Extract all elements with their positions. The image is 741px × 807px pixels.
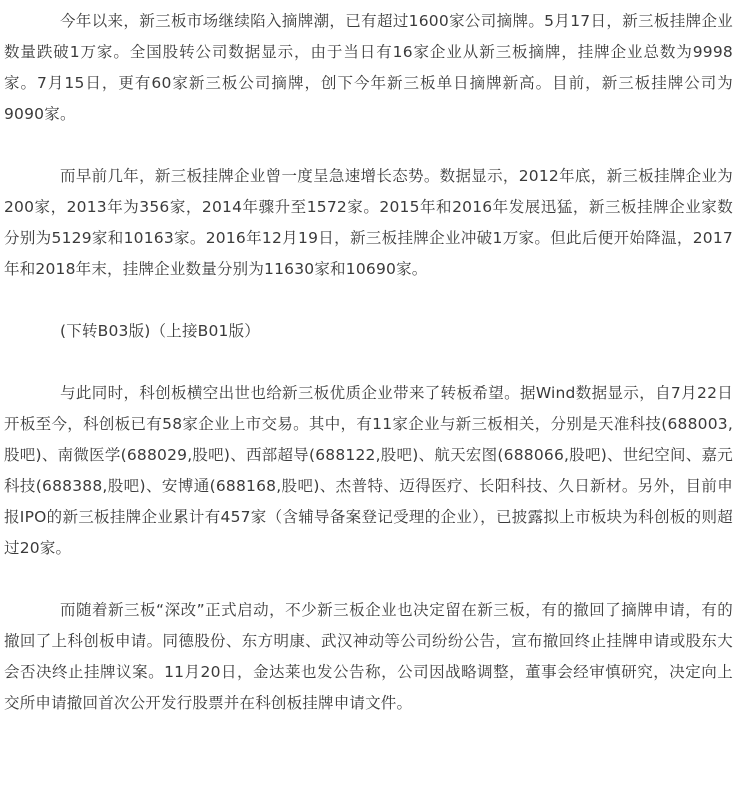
paragraph-star-market: 与此同时，科创板横空出世也给新三板优质企业带来了转板希望。据Wind数据显示，自7月22日开板至今，科创板已有58家企业上市交易。其中，有11家企业与新三板相关，分别是天准科技(688003,股吧)、南微医学(688029,股吧)、西部超导(688122,股吧)、航天宏图(688066,股吧)、世纪空间、嘉元科技(688388,股吧)、安博通(688168,股吧)、杰普特、迈得医疗、长阳科技、久日新材。另外，目前申报IPO的新三板挂牌企业累计有457家（含辅导备案登记受理的企业），已披露拟上市板块为科创板的则超过20家。 [4, 384, 733, 557]
article-body [4, 6, 733, 719]
paragraph-spacer [4, 347, 733, 378]
paragraph-growth-history: 而早前几年，新三板挂牌企业曾一度呈急速增长态势。数据显示，2012年底，新三板挂牌企业为200家，2013年为356家，2014年骤升至1572家。2015年和2016年发展迅猛，新三板挂牌企业家数分别为5129家和10163家。2016年12月19日，新三板挂牌企业冲破1万家。但此后便开始降温，2017年和2018年末，挂牌企业数量分别为11630家和10690家。 [4, 167, 733, 278]
paragraph-spacer [4, 130, 733, 161]
page-continuation-note: (下转B03版)（上接B01版） [60, 322, 261, 340]
paragraph-spacer [4, 285, 733, 316]
paragraph-delisting-wave: 今年以来，新三板市场继续陷入摘牌潮，已有超过1600家公司摘牌。5月17日，新三板挂牌企业数量跌破1万家。全国股转公司数据显示，由于当日有16家企业从新三板摘牌，挂牌企业总数为9998家。7月15日，更有60家新三板公司摘牌，创下今年新三板单日摘牌新高。目前，新三板挂牌公司为9090家。 [4, 12, 733, 123]
paragraph-spacer [4, 564, 733, 595]
paragraph-deep-reform: 而随着新三板“深改”正式启动，不少新三板企业也决定留在新三板，有的撤回了摘牌申请，有的撤回了上科创板申请。同德股份、东方明康、武汉神动等公司纷纷公告，宣布撤回终止挂牌申请或股东大会否决终止挂牌议案。11月20日，金达莱也发公告称，公司因战略调整，董事会经审慎研究，决定向上交所申请撤回首次公开发行股票并在科创板挂牌申请文件。 [4, 601, 733, 712]
